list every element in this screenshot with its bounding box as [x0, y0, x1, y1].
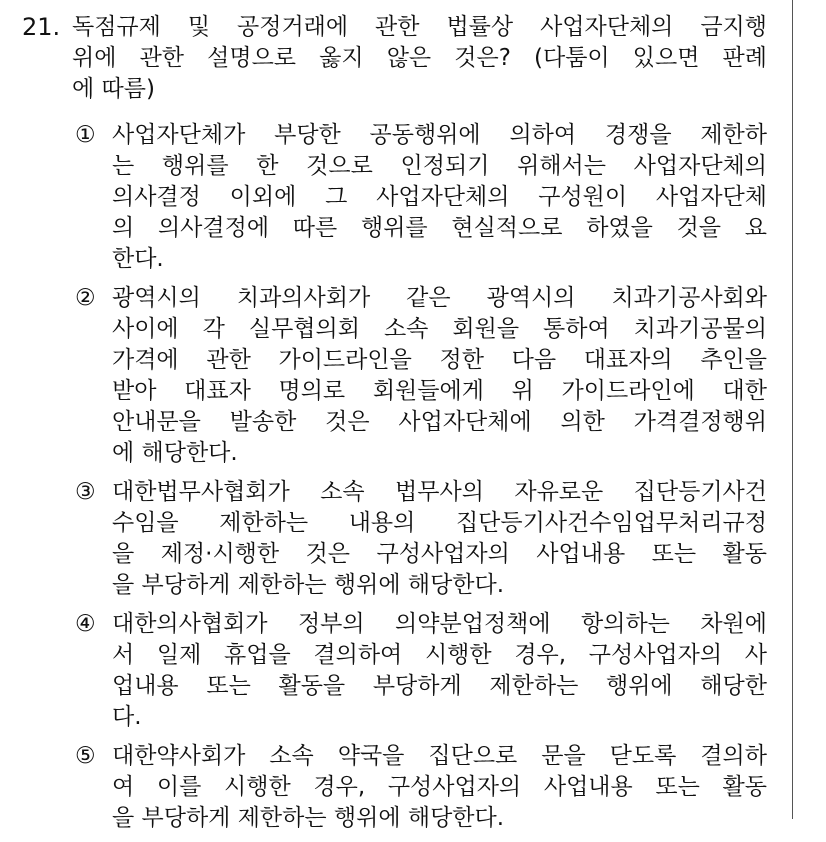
text-line: 수임을 제한하는 내용의 집단등기사건수임업무처리규정 [112, 510, 767, 536]
option-1[interactable] [75, 120, 767, 275]
text-line: 안내문을 발송한 것은 사업자단체에 의한 가격결정행위 [112, 409, 767, 435]
text-line: 의 의사결정에 따른 행위를 현실적으로 하였을 것을 요 [112, 215, 767, 241]
option-marker: ⑤ [75, 743, 96, 769]
text-line: 대한약사회가 소속 약국을 집단으로 문을 닫도록 결의하 [112, 743, 767, 769]
option-marker: ③ [75, 479, 96, 505]
option-5[interactable] [75, 741, 767, 834]
text-line: 여 이를 시행한 경우, 구성사업자의 사업내용 또는 활동 [112, 774, 767, 800]
option-text [112, 477, 767, 601]
question [22, 12, 767, 105]
text-line: 에 해당한다. [112, 440, 238, 466]
text-line: 한다. [112, 246, 164, 272]
text-line: 의사결정 이외에 그 사업자단체의 구성원이 사업자단체 [112, 184, 767, 210]
option-marker: ① [75, 122, 96, 148]
option-text [112, 609, 767, 733]
option-text [112, 741, 767, 834]
option-marker: ② [75, 285, 96, 311]
option-4[interactable] [75, 609, 767, 733]
option-3[interactable] [75, 477, 767, 601]
text-line: 는 행위를 한 것으로 인정되기 위해서는 사업자단체의 [112, 153, 767, 179]
option-2[interactable] [75, 283, 767, 469]
question-text [72, 12, 767, 105]
text-line: 위에 관한 설명으로 옳지 않은 것은? (다툼이 있으면 판례 [72, 45, 767, 71]
page-border-line [792, 0, 793, 819]
option-text [112, 283, 767, 469]
text-line: 을 부당하게 제한하는 행위에 해당한다. [112, 572, 505, 598]
question-number: 21. [22, 13, 61, 41]
text-line: 사업자단체가 부당한 공동행위에 의하여 경쟁을 제한하 [112, 122, 767, 148]
text-line: 독점규제 및 공정거래에 관한 법률상 사업자단체의 금지행 [72, 14, 767, 40]
text-line: 업내용 또는 활동을 부당하게 제한하는 행위에 해당한 [112, 673, 767, 699]
text-line: 사이에 각 실무협의회 소속 회원을 통하여 치과기공물의 [112, 316, 767, 342]
text-line: 에 따름) [72, 76, 155, 102]
text-line: 다. [112, 704, 142, 730]
text-line: 을 제정·시행한 것은 구성사업자의 사업내용 또는 활동 [112, 541, 767, 567]
text-line: 받아 대표자 명의로 회원들에게 위 가이드라인에 대한 [112, 378, 767, 404]
text-line: 대한법무사협회가 소속 법무사의 자유로운 집단등기사건 [112, 479, 767, 505]
answer-options [75, 120, 767, 842]
text-line: 가격에 관한 가이드라인을 정한 다음 대표자의 추인을 [112, 347, 767, 373]
text-line: 을 부당하게 제한하는 행위에 해당한다. [112, 805, 505, 831]
text-line: 서 일제 휴업을 결의하여 시행한 경우, 구성사업자의 사 [112, 642, 767, 668]
option-marker: ④ [75, 611, 96, 637]
option-text [112, 120, 767, 275]
text-line: 광역시의 치과의사회가 같은 광역시의 치과기공사회와 [112, 285, 767, 311]
text-line: 대한의사협회가 정부의 의약분업정책에 항의하는 차원에 [112, 611, 767, 637]
